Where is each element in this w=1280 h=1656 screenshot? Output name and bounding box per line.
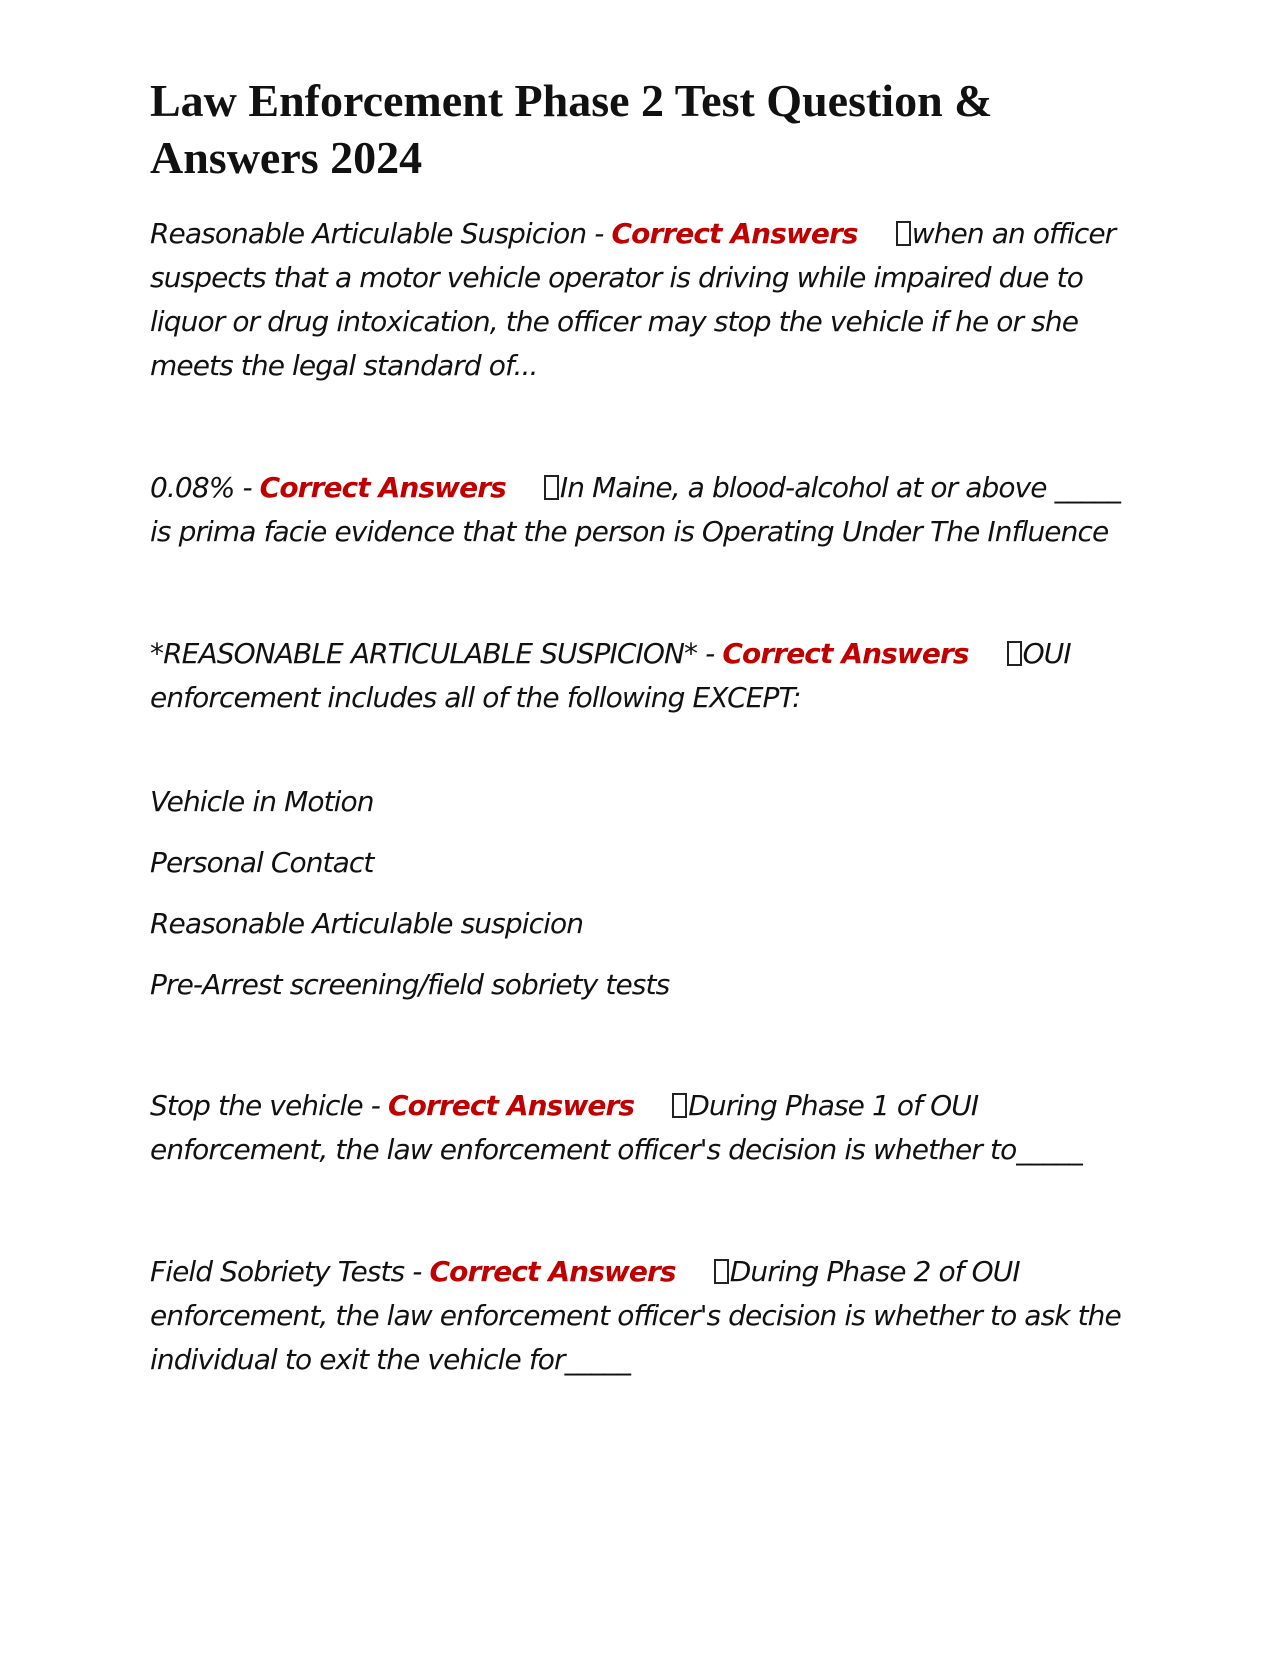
qa-entry-4: Stop the vehicle - Correct Answers During Phase 1 of OUI enforcement, the law enforcement officer's decision is whether to_____ — [150, 1089, 1082, 1166]
correct-answers-label: Correct Answers — [722, 637, 969, 670]
qa-entry-5: Field Sobriety Tests - Correct Answers During Phase 2 of OUI enforcement, the law enforcement officer's decision is whether to ask the individual to exit the vehicle for_____ — [150, 1255, 1121, 1376]
qa-entry-1: Reasonable Articulable Suspicion - Correct Answers when an officer suspects that a motor vehicle operator is driving while impaired due to liquor or drug intoxication, the officer may stop the vehicle if he or she meets the legal standard of... — [150, 217, 1116, 382]
answer-text: *REASONABLE ARTICULABLE SUSPICION* — [150, 637, 698, 670]
checkbox-glyph-icon — [544, 475, 559, 500]
answer-text: 0.08% — [150, 471, 235, 504]
checkbox-glyph-icon — [714, 1259, 729, 1284]
question-text: During Phase 1 of OUI enforcement, the law enforcement officer's decision is whether to_____ — [150, 1089, 1082, 1166]
question-text: In Maine, a blood-alcohol at or above _____ is prima facie evidence that the person is Operating Under The Influence — [150, 471, 1121, 548]
answer-text: Field Sobriety Tests — [150, 1255, 405, 1288]
correct-answers-label: Correct Answers — [429, 1255, 676, 1288]
document-title: Law Enforcement Phase 2 Test Question & Answers 2024 — [150, 75, 993, 183]
qa-entry-2: 0.08% - Correct Answers In Maine, a blood-alcohol at or above _____ is prima facie evidence that the person is Operating Under The Influence — [150, 471, 1121, 548]
question-text: when an officer suspects that a motor vehicle operator is driving while impaired due to liquor or drug intoxication, the officer may stop the vehicle if he or she meets the legal standard of... — [150, 217, 1116, 382]
document-page — [150, 72, 1130, 1382]
option-item: Reasonable Articulable suspicion — [150, 907, 584, 940]
option-item: Vehicle in Motion — [150, 785, 374, 818]
option-item: Pre-Arrest screening/field sobriety tests — [150, 968, 670, 1001]
answer-text: Stop the vehicle — [150, 1089, 363, 1122]
correct-answers-label: Correct Answers — [259, 471, 506, 504]
checkbox-glyph-icon — [1007, 641, 1022, 666]
checkbox-glyph-icon — [672, 1093, 687, 1118]
option-item: Personal Contact — [150, 846, 374, 879]
answer-text: Reasonable Articulable Suspicion — [150, 217, 587, 250]
question-text: During Phase 2 of OUI enforcement, the law enforcement officer's decision is whether to ask the individual to exit the vehicle for_____ — [150, 1255, 1121, 1376]
question-text: OUI enforcement includes all of the following EXCEPT: — [150, 637, 1071, 714]
qa-entry-3: *REASONABLE ARTICULABLE SUSPICION* - Correct Answers OUI enforcement includes all of the following EXCEPT: — [150, 637, 1071, 714]
correct-answers-label: Correct Answers — [387, 1089, 635, 1122]
correct-answers-label: Correct Answers — [611, 217, 858, 250]
checkbox-glyph-icon — [896, 221, 911, 246]
